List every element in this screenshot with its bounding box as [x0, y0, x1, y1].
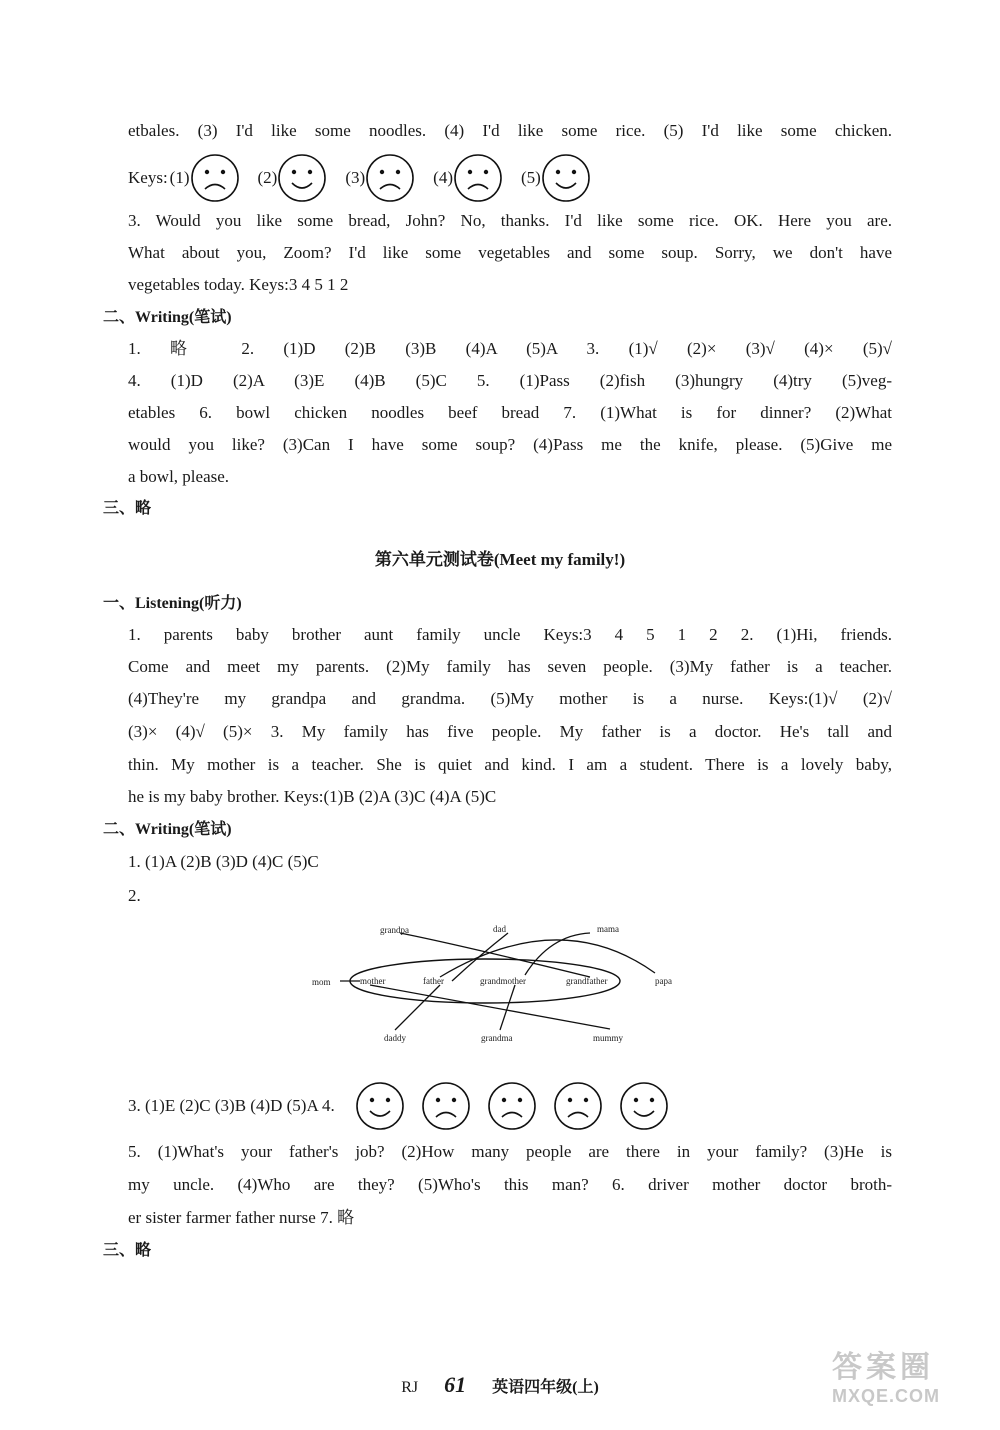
diagram-word: grandma — [481, 1033, 513, 1043]
section-heading: 二、Writing(笔试) — [103, 309, 232, 326]
answer-line: 1. parents baby brother aunt family uncle Keys:3 4 5 1 2 2. (1)Hi, friends. — [128, 625, 892, 644]
happy-face-icon — [355, 1081, 405, 1131]
page-number: 61 — [444, 1372, 467, 1397]
diagram-word: mummy — [593, 1033, 624, 1043]
diagram-word: dad — [493, 924, 506, 934]
sad-face-icon — [453, 153, 503, 203]
answer-line: etables 6. bowl chicken noodles beef bread 7. (1)What is for dinner? (2)What — [128, 403, 892, 422]
sad-face-icon — [365, 153, 415, 203]
answer-line: (4)They're my grandpa and grandma. (5)My mother is a nurse. Keys:(1)√ (2)√ — [128, 689, 892, 708]
diagram-word: father — [423, 976, 444, 986]
answer-line: 1. (1)A (2)B (3)D (4)C (5)C — [128, 852, 319, 871]
answer-line: a bowl, please. — [128, 467, 230, 486]
sad-face-icon — [487, 1081, 537, 1131]
sad-face-icon — [190, 153, 240, 203]
answer-line: he is my baby brother. Keys:(1)B (2)A (3)C (4)A (5)C — [128, 787, 497, 806]
unit-title: 第六单元测试卷(Meet my family!) — [374, 550, 626, 569]
section-heading: 三、略 — [103, 1242, 152, 1259]
face-number: (1) — [169, 168, 190, 187]
match-line — [395, 985, 440, 1030]
faces-answer-row — [128, 1080, 669, 1132]
answer-line: 1. 略 2. (1)D (2)B (3)B (4)A (5)A 3. (1)√ (2)× (3)√ (4)× (5)√ — [128, 339, 892, 358]
watermark-text: 答案圈 — [832, 1351, 934, 1384]
face-number: (3) — [345, 168, 366, 187]
answer-text: 3. (1)E (2)C (3)B (4)D (5)A 4. — [128, 1096, 335, 1115]
happy-face-icon — [619, 1081, 669, 1131]
diagram-word: grandfather — [566, 976, 608, 986]
diagram-word: mama — [597, 924, 619, 934]
answer-line: thin. My mother is a teacher. She is quiet and kind. I am a student. There is a lovely baby, — [128, 755, 892, 774]
sad-face-icon — [421, 1081, 471, 1131]
face-number: (4) — [433, 168, 453, 187]
face-number: (2) — [257, 168, 278, 187]
answer-line: 4. (1)D (2)A (3)E (4)B (5)C 5. (1)Pass (2)fish (3)hungry (4)try (5)veg- — [128, 371, 892, 390]
watermark-url: MXQE.COM — [832, 1386, 941, 1406]
answer-line: (3)× (4)√ (5)× 3. My family has five people. My father is a doctor. He's tall and — [128, 722, 892, 741]
diagram-word: mom — [312, 977, 331, 987]
happy-face-icon — [541, 153, 591, 203]
answer-line: my uncle. (4)Who are they? (5)Who's this man? 6. driver mother doctor broth- — [128, 1175, 892, 1194]
answer-line: Come and meet my parents. (2)My family has seven people. (3)My father is a teacher. — [128, 657, 892, 676]
faces-key-row — [128, 152, 591, 204]
diagram-word: daddy — [384, 1033, 406, 1043]
keys-label: Keys: — [128, 168, 168, 187]
diagram-word: mother — [360, 976, 386, 986]
match-line — [370, 985, 610, 1029]
family-word-matching-diagram — [300, 915, 700, 1050]
answer-line: 5. (1)What's your father's job? (2)How many people are there in your family? (3)He is — [128, 1142, 892, 1161]
diagram-word: grandpa — [380, 925, 409, 935]
section-heading: 二、Writing(笔试) — [103, 821, 232, 838]
section-heading: 三、略 — [103, 500, 152, 517]
section-heading: 一、Listening(听力) — [103, 595, 242, 612]
answer-line: vegetables today. Keys:3 4 5 1 2 — [128, 275, 349, 294]
match-line — [500, 985, 515, 1030]
face-number: (5) — [520, 168, 541, 187]
subject-label: 英语四年级(上) — [492, 1379, 599, 1396]
diagram-word: papa — [655, 976, 672, 986]
answer-line: er sister farmer father nurse 7. 略 — [128, 1208, 355, 1227]
answer-line: etbales. (3) I'd like some noodles. (4) I'd like some rice. (5) I'd like some chicken. — [128, 121, 892, 140]
edition-label: RJ — [401, 1379, 419, 1396]
diagram-word: grandmother — [480, 976, 526, 986]
happy-face-icon — [277, 153, 327, 203]
answer-line: 2. — [128, 886, 141, 905]
watermark-logo — [832, 1342, 992, 1422]
sad-face-icon — [553, 1081, 603, 1131]
answer-line: would you like? (3)Can I have some soup? (4)Pass me the knife, please. (5)Give me — [128, 435, 892, 454]
answer-line: 3. Would you like some bread, John? No, thanks. I'd like some rice. OK. Here you are. — [128, 211, 892, 230]
answer-line: What about you, Zoom? I'd like some vegetables and some soup. Sorry, we don't have — [128, 243, 892, 262]
